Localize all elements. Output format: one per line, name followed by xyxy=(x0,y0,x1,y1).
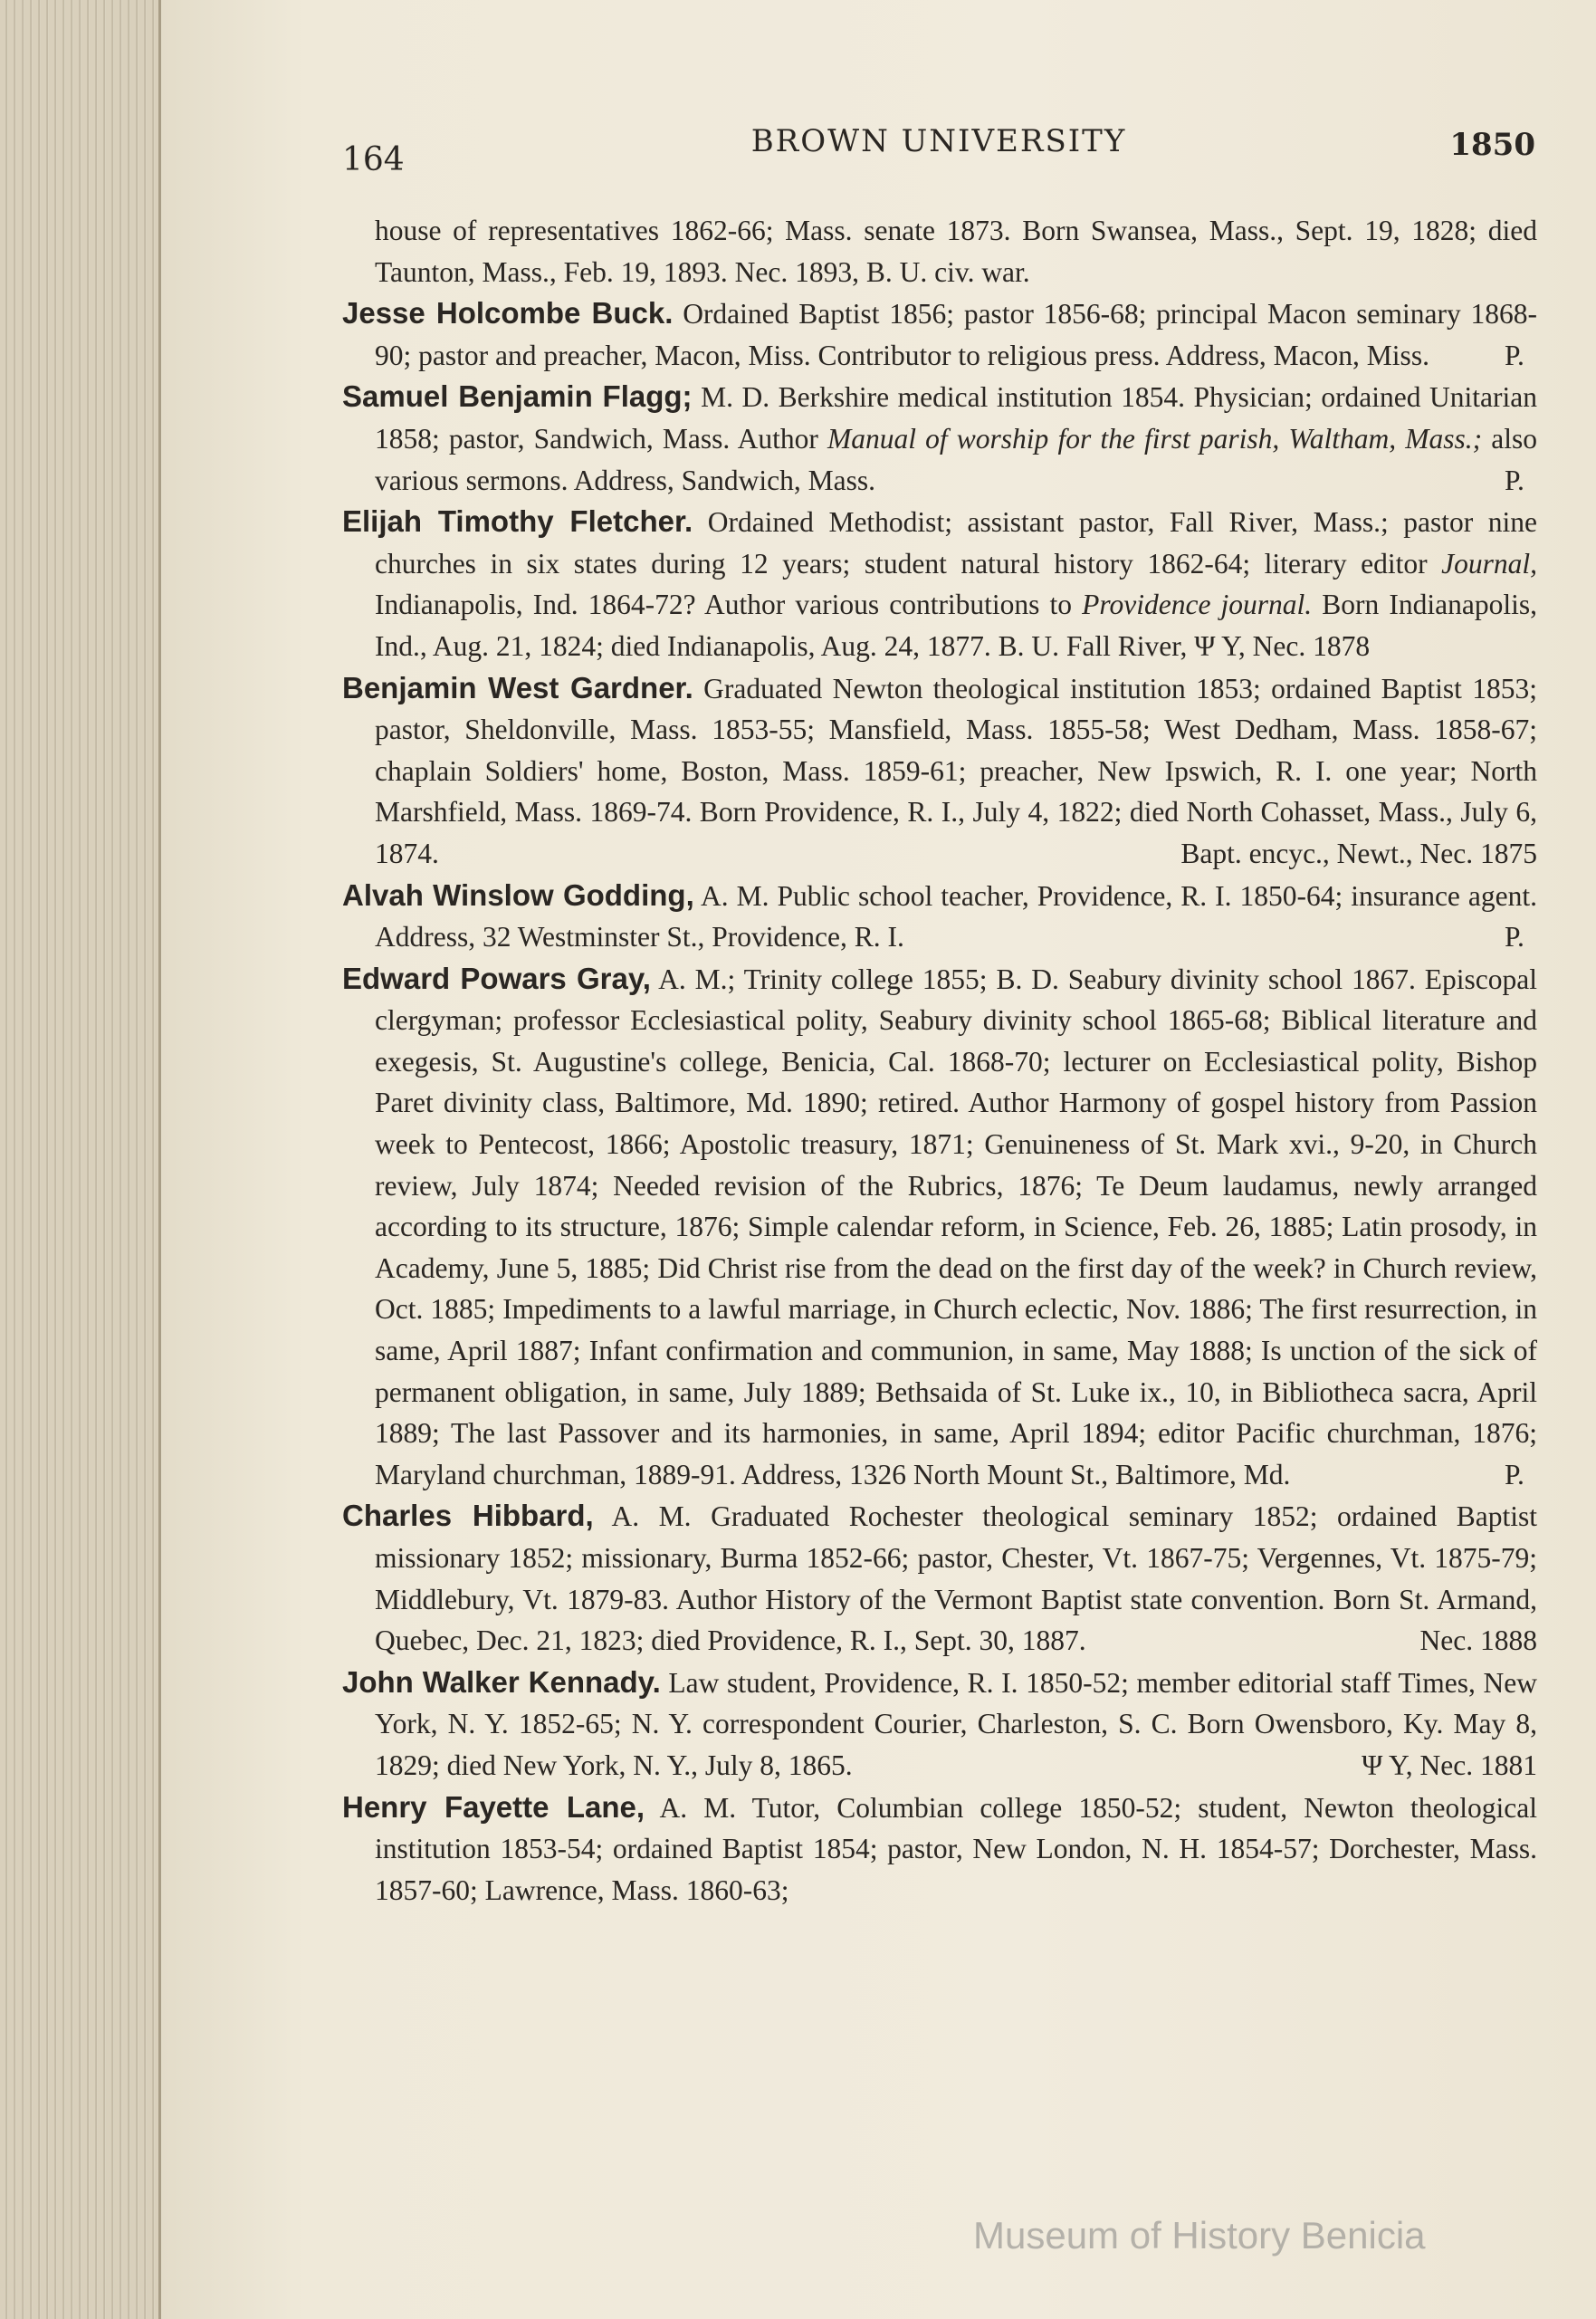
entry-name: Elijah Timothy Fletcher. xyxy=(342,504,693,539)
entry-kennady xyxy=(342,1662,1537,1787)
entry-name: Edward Powars Gray, xyxy=(342,961,651,995)
entry-text: Ordained Baptist 1856; pastor 1856-68; principal Macon seminary 1868-90; pastor and preacher, Macon, Miss. Contributor to religious press. Address, Macon, Miss. xyxy=(375,298,1537,371)
continued-entry: house of representatives 1862-66; Mass. senate 1873. Born Swansea, Mass., Sept. 19, 1828; died Taunton, Mass., Feb. 19, 1893. Nec. 1893, B. U. civ. war. xyxy=(375,215,1537,288)
entry-lane xyxy=(342,1787,1537,1912)
running-title: BROWN UNIVERSITY xyxy=(750,123,1127,159)
entry-name: John Walker Kennady. xyxy=(342,1664,661,1699)
entry-name: Henry Fayette Lane, xyxy=(342,1789,645,1824)
entry-name: Charles Hibbard, xyxy=(342,1499,594,1533)
entry-text: Ordained Methodist; assistant pastor, Fall River, Mass.; pastor nine churches in six states during 12 years; student natural history 1862-64; literary editor xyxy=(375,506,1538,580)
entry-gray: Edward Powars Gray, A. M.; Trinity college 1855; B. D. Seabury divinity school 1867. Episcopal clergyman; professor Ecclesiastical polity, Seabury divinity school 1865-68; Biblical literature and exegesis, St. Augustine's college, Benicia, Cal. 1868-70; lecturer on Ecclesiastical polity, Bishop Paret divinity class, Baltimore, Md. 1890; retired. Author Harmony of gospel history from Passion week to Pentecost, 1866; Apostolic treasury, 1871; Genuineness of St. Mark xvi., 9-20, in Church review, July 1874; Needed revision of the Rubrics, 1876; Te Deum laudamus, newly arranged according to its structure, 1876; Simple calendar reform, in Science, Feb. 26, 1885; Latin prosody, in Academy, June 5, 1885; Did Christ rise from the dead on the first day of the week? in Church review, Oct. 1885; Impediments to a lawful marriage, in Church eclectic, Nov. 1886; The first resurrection, in same, April 1887; Infant confirmation and communion, in same, May 1888; Is unction of the sick of permanent obligation, in same, July 1889; Bethsaida of St. Luke ix., 10, in Bibliotheca sacra, April 1889; The last Passover and its harmonies, in same, April 1894; editor Pacific churchman, 1876; Maryland churchman, 1889-91. Address, 1326 North Mount St., Baltimore, Md. P. xyxy=(342,961,1538,1490)
entry-tail: Ψ Υ, Nec. 1881 xyxy=(1362,1749,1537,1781)
entry-text-2: Indianapolis, Ind. 1864-72? Author various contributions to xyxy=(375,589,1083,621)
entry-name: Samuel Benjamin Flagg; xyxy=(342,379,693,414)
entry-flagg: Samuel Benjamin Flagg; M. D. Berkshire medical institution 1854. Physician; ordained Unitarian 1858; pastor, Sandwich, Mass. Author Manual of worship for the first parish, Waltham, Mass.; also various sermons. Address, Sandwich, Mass. P. xyxy=(342,379,1538,496)
entry-buck: Jesse Holcombe Buck. Ordained Baptist 1856; pastor 1856-68; principal Macon seminary 1868-90; pastor and preacher, Macon, Miss. Contributor to religious press. Address, Macon, Miss. P. xyxy=(342,296,1537,371)
entries-list xyxy=(342,210,1537,1911)
entry-text: Law student, Providence, R. I. 1850-52; member editorial staff Times, New York, N. Y. 1852-65; N. Y. correspondent Courier, Charleston, S. C. Born Owensboro, Ky. May 8, 1829; died New York, N. Y., July 8, 1865. xyxy=(375,1666,1537,1781)
entry-gardner xyxy=(342,667,1537,875)
entry-text: A. M. Graduated Rochester theological seminary 1852; ordained Baptist missionary 1852; missionary, Burma 1852-66; pastor, Chester, Vt. 1867-75; Vergennes, Vt. 1875-79; Middlebury, Vt. 1879-83. Author History of the Vermont Baptist state convention. Born St. Armand, Quebec, Dec. 21, 1823; died Providence, R. I., Sept. 30, 1887. xyxy=(375,1500,1537,1657)
entry-hibbard xyxy=(342,1495,1537,1661)
entry-tail: Bapt. encyc., Newt., Nec. 1875 xyxy=(1180,837,1537,869)
page-header xyxy=(342,116,1535,179)
watermark: Museum of History Benicia xyxy=(973,2214,1426,2257)
class-year: 1850 xyxy=(1449,127,1535,163)
entry-italic: Journal, xyxy=(1441,547,1537,580)
entry-text: A. M. Tutor, Columbian college 1850-52; student, Newton theological institution 1853-54; ordained Baptist 1854; pastor, New London, N. H. 1854-57; Dorchester, Mass. 1857-60; Lawrence, Mass. 1860-63; xyxy=(375,1791,1537,1906)
entry-godding: Alvah Winslow Godding, A. M. Public school teacher, Providence, R. I. 1850-64; insurance agent. Address, 32 Westminster St., Providence, R. I. P. xyxy=(342,877,1537,953)
entry-name: Jesse Holcombe Buck. xyxy=(342,296,674,331)
entry-fletcher xyxy=(342,501,1537,666)
book-page-edges xyxy=(0,0,161,2319)
entry-italic: Manual of worship for the first parish, Waltham, Mass.; xyxy=(827,422,1483,455)
entry-text: A. M. Public school teacher, Providence, R. I. 1850-64; insurance agent. Address, 32 Westminster St., Providence, R. I. xyxy=(375,879,1537,953)
entry-name: Benjamin West Gardner. xyxy=(342,670,693,704)
entry-text: Graduated Newton theological institution 1853; ordained Baptist 1853; pastor, Sheldonville, Mass. 1853-55; Mansfield, Mass. 1855-58; West Dedham, Mass. 1858-67; chaplain Soldiers' home, Boston, Mass. 1859-61; preacher, New Ipswich, R. I. one year; North Marshfield, Mass. 1869-74. Born Providence, R. I., July 4, 1822; died North Cohasset, Mass., July 6, 1874. xyxy=(375,672,1537,869)
page-number: 164 xyxy=(342,141,405,178)
entry-text-3: Born Indianapolis, Ind., Aug. 21, 1824; died Indianapolis, Aug. 24, 1877. B. U. Fall River, Ψ Υ, Nec. 1878 xyxy=(375,589,1537,662)
entry-text: A. M.; Trinity college 1855; B. D. Seabury divinity school 1867. Episcopal clergyman; professor Ecclesiastical polity, Seabury divinity school 1865-68; Biblical literature and exegesis, St. Augustine's college, Benicia, Cal. 1868-70; lecturer on Ecclesiastical polity, Bishop Paret divinity class, Baltimore, Md. 1890; retired. Author Harmony of gospel history from Passion week to Pentecost, 1866; Apostolic treasury, 1871; Genuineness of St. Mark xvi., 9-20, in Church review, July 1874; Needed revision of the Rubrics, 1876; Te Deum laudamus, newly arranged according to its structure, 1876; Simple calendar reform, in Science, Feb. 26, 1885; Latin prosody, in Academy, June 5, 1885; Did Christ rise from the dead on the first day of the week? in Church review, Oct. 1885; Impediments to a lawful marriage, in Church eclectic, Nov. 1886; The first resurrection, in same, April 1887; Infant confirmation and communion, in same, May 1888; Is unction of the sick of permanent obligation, in same, July 1889; Bethsaida of St. Luke ix., 10, in Bibliotheca sacra, April 1889; The last Passover and its harmonies, in same, April 1894; editor Pacific churchman, 1876; Maryland churchman, 1889-91. Address, 1326 North Mount St., Baltimore, Md. xyxy=(375,963,1538,1490)
entry-text-2: also various sermons. Address, Sandwich, Mass. xyxy=(375,422,1538,496)
entry-name: Alvah Winslow Godding, xyxy=(342,877,694,912)
entry-text: M. D. Berkshire medical institution 1854. Physician; ordained Unitarian 1858; pastor, Sandwich, Mass. Author xyxy=(375,381,1537,455)
entry-tail: Nec. 1888 xyxy=(1419,1624,1537,1657)
entry-italic-2: Providence journal. xyxy=(1082,589,1313,621)
